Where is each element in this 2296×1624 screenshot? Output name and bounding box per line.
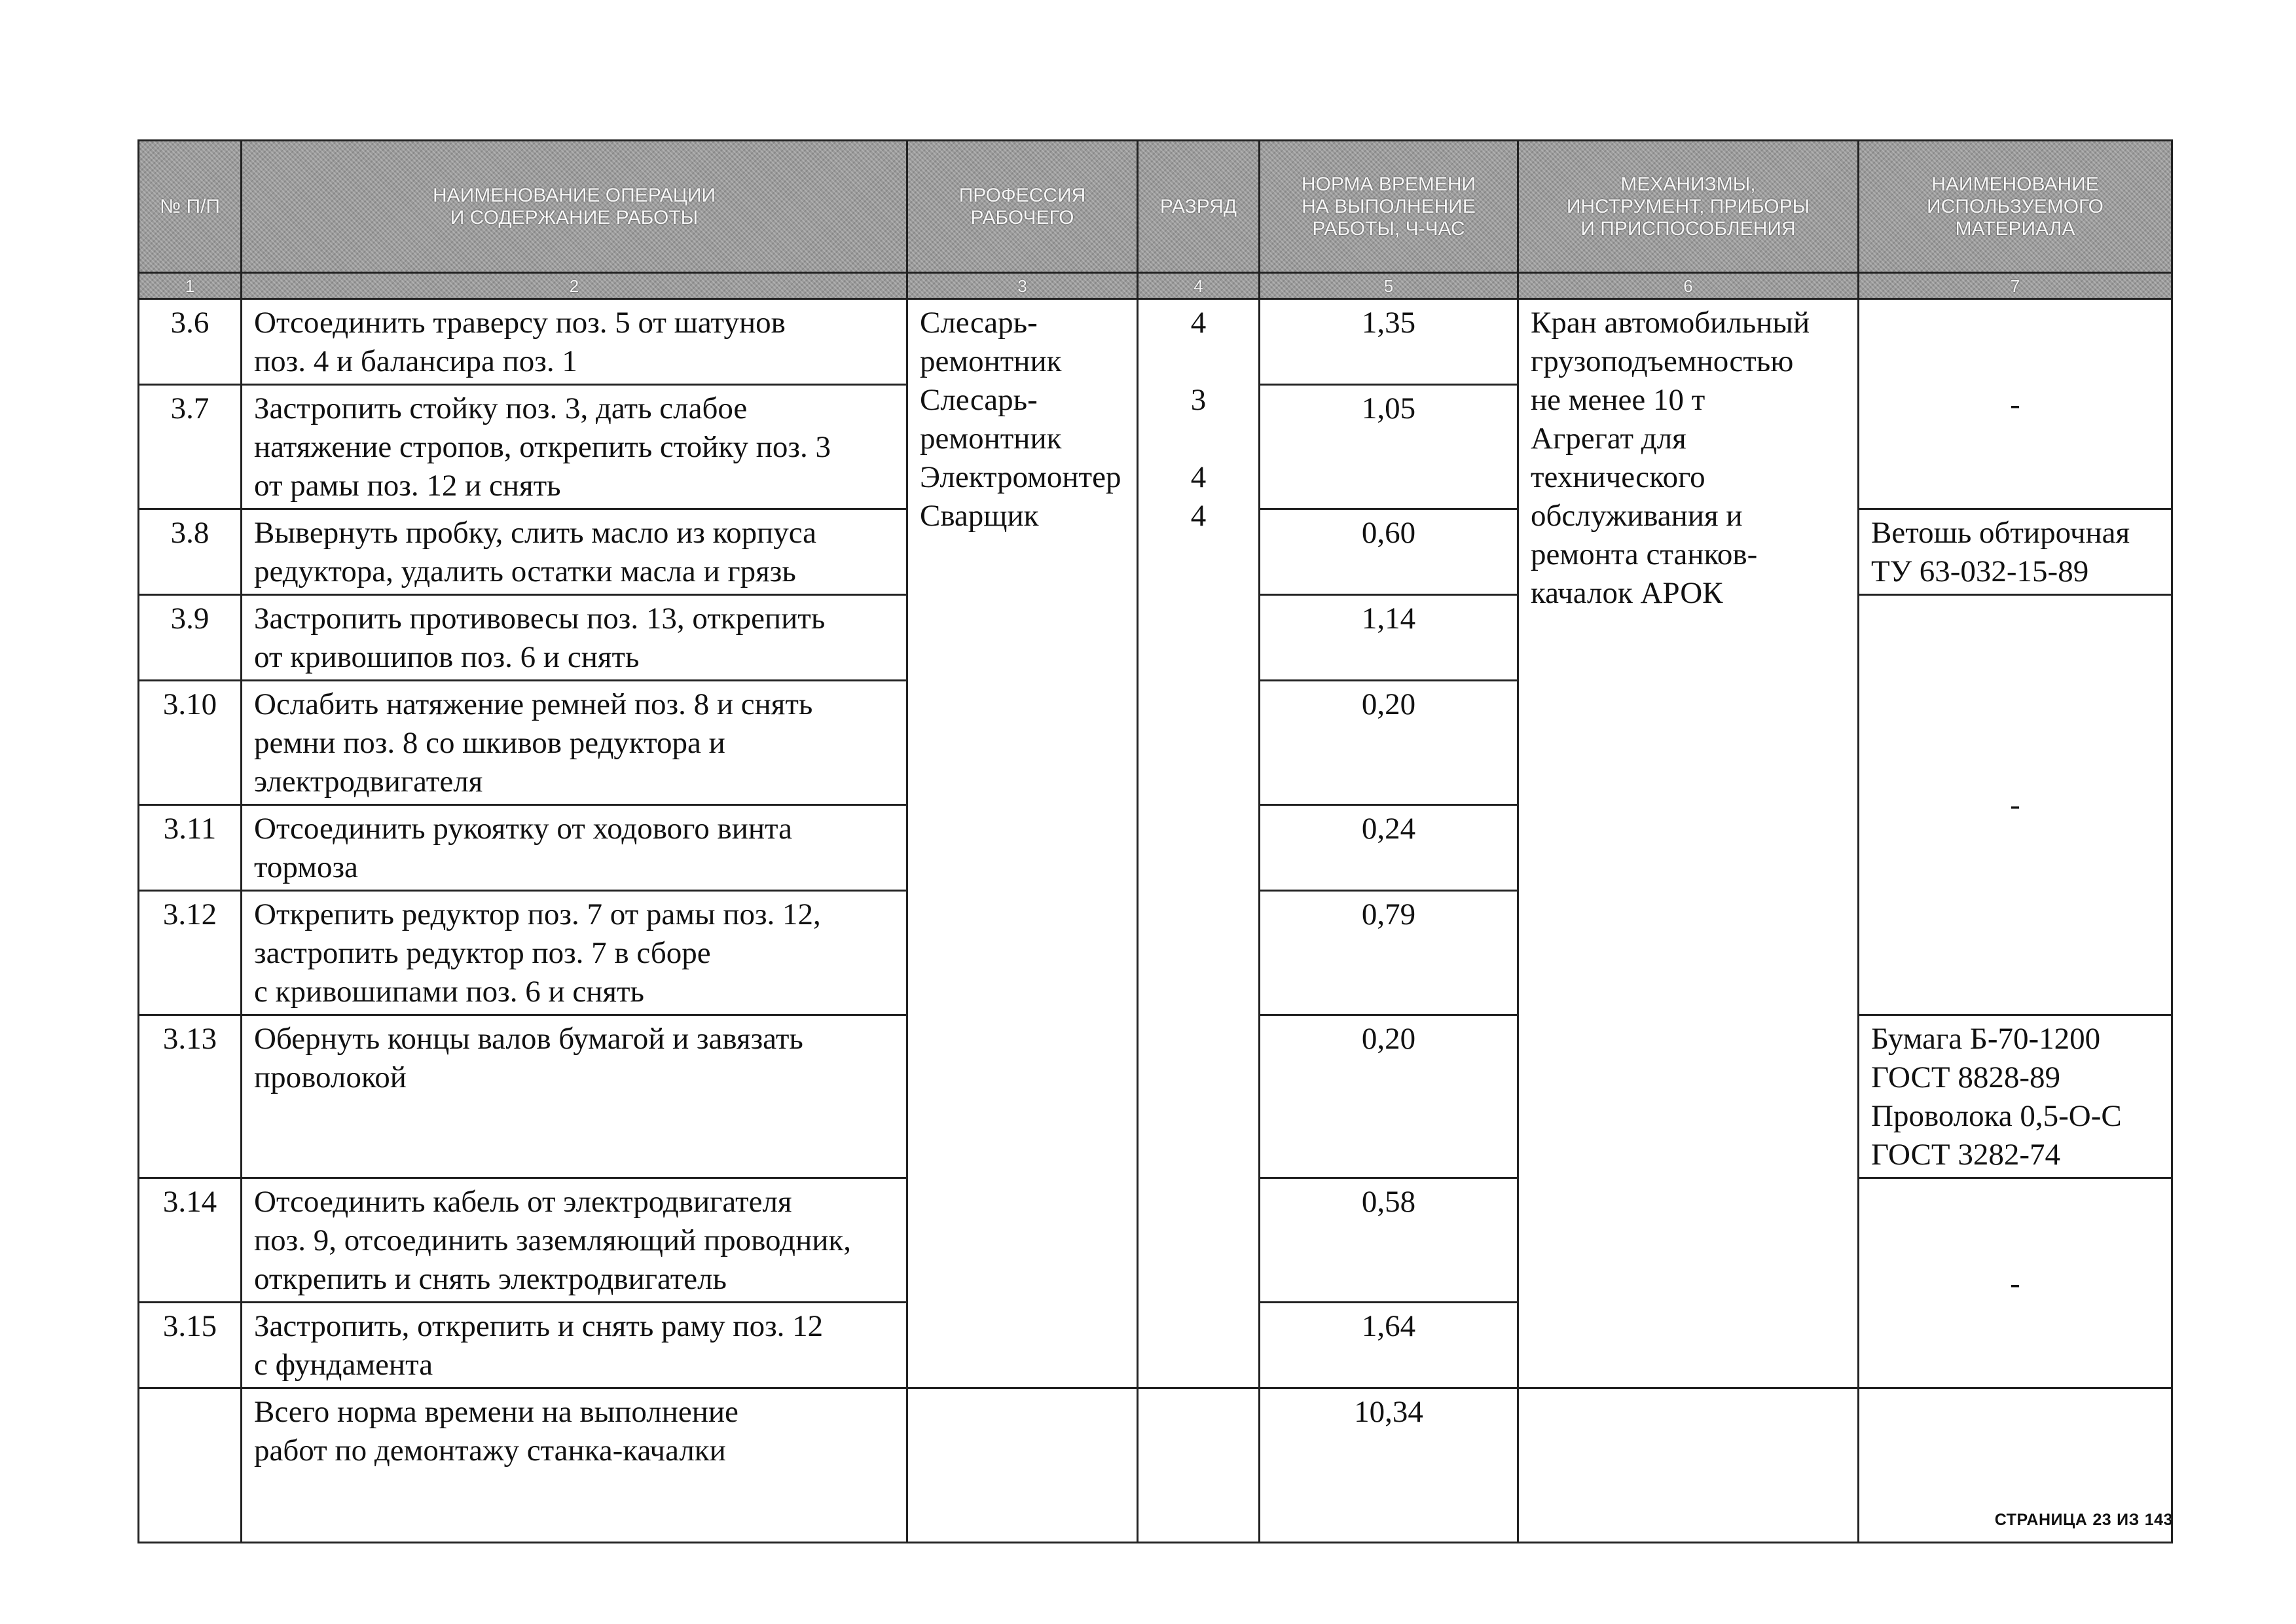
time-norm: 0,79: [1260, 891, 1518, 1015]
total-label: Всего норма времени на выполнение работ по демонтажу станка-качалки: [242, 1388, 907, 1543]
total-empty: [1138, 1388, 1260, 1543]
row-number: 3.9: [139, 595, 242, 681]
profession-line: Электромонтер: [920, 460, 1121, 494]
column-number: 4: [1138, 273, 1260, 299]
operation-text: Застропить стойку поз. 3, дать слабое натяжение стропов, открепить стойку поз. 3 от рамы поз. 12 и снять: [242, 385, 907, 509]
row-number: 3.6: [139, 299, 242, 385]
column-number: 1: [139, 273, 242, 299]
profession-line: ремонтник: [920, 422, 1062, 456]
header-mechanisms: МЕХАНИЗМЫ, ИНСТРУМЕНТ, ПРИБОРЫ И ПРИСПОСОБЛЕНИЯ: [1518, 141, 1859, 273]
row-number: 3.13: [139, 1015, 242, 1178]
mechanisms-cell: Кран автомобильный грузоподъемностью не менее 10 т Агрегат для технического обслуживания и ремонта станков- качалок АРОК: [1518, 299, 1859, 1388]
operation-text: Отсоединить рукоятку от ходового винта тормоза: [242, 805, 907, 891]
time-norm: 1,64: [1260, 1303, 1518, 1388]
operation-text: Отсоединить кабель от электродвигателя поз. 9, отсоединить заземляющий проводник, открепить и снять электродвигатель: [242, 1178, 907, 1303]
table-row: [139, 299, 2172, 385]
column-number: 3: [907, 273, 1138, 299]
profession-line: Сварщик: [920, 499, 1039, 533]
grade-value: 4: [1190, 306, 1207, 340]
time-norm: 0,58: [1260, 1178, 1518, 1303]
material-dash: -: [1859, 595, 2172, 1015]
header-number: № П/П: [139, 141, 242, 273]
profession-line: Слесарь-: [920, 306, 1038, 340]
time-norm: 1,05: [1260, 385, 1518, 509]
time-norm: 0,60: [1260, 509, 1518, 595]
total-empty: [1518, 1388, 1859, 1543]
operation-text: Застропить противовесы поз. 13, открепить от кривошипов поз. 6 и снять: [242, 595, 907, 681]
operation-text: Отсоединить траверсу поз. 5 от шатунов поз. 4 и балансира поз. 1: [242, 299, 907, 385]
row-number: 3.11: [139, 805, 242, 891]
material-dash: -: [1859, 299, 2172, 509]
operation-text: Застропить, открепить и снять раму поз. 12 с фундамента: [242, 1303, 907, 1388]
operation-text: Обернуть концы валов бумагой и завязать проволокой: [242, 1015, 907, 1178]
operation-text: Вывернуть пробку, слить масло из корпуса редуктора, удалить остатки масла и грязь: [242, 509, 907, 595]
column-number-row: [139, 273, 2172, 299]
total-row: [139, 1388, 2172, 1543]
total-value: 10,34: [1260, 1388, 1518, 1543]
operation-text: Открепить редуктор поз. 7 от рамы поз. 12, застропить редуктор поз. 7 в сборе с кривошипами поз. 6 и снять: [242, 891, 907, 1015]
time-norm: 1,14: [1260, 595, 1518, 681]
row-number: 3.8: [139, 509, 242, 595]
column-number: 5: [1260, 273, 1518, 299]
row-number: 3.10: [139, 681, 242, 805]
header-operation: НАИМЕНОВАНИЕ ОПЕРАЦИИ И СОДЕРЖАНИЕ РАБОТЫ: [242, 141, 907, 273]
grade-cell: [1138, 299, 1260, 1388]
header-time-norm: НОРМА ВРЕМЕНИ НА ВЫПОЛНЕНИЕ РАБОТЫ, Ч-ЧАС: [1260, 141, 1518, 273]
header-row: [139, 141, 2172, 273]
operation-text: Ослабить натяжение ремней поз. 8 и снять ремни поз. 8 со шкивов редуктора и электродвигателя: [242, 681, 907, 805]
header-material: НАИМЕНОВАНИЕ ИСПОЛЬЗУЕМОГО МАТЕРИАЛА: [1859, 141, 2172, 273]
time-norm: 1,35: [1260, 299, 1518, 385]
header-profession: ПРОФЕССИЯ РАБОЧЕГО: [907, 141, 1138, 273]
material-cell: Бумага Б-70-1200 ГОСТ 8828-89 Проволока 0,5-О-С ГОСТ 3282-74: [1859, 1015, 2172, 1178]
column-number: 6: [1518, 273, 1859, 299]
row-number: 3.14: [139, 1178, 242, 1303]
time-norm: 0,20: [1260, 1015, 1518, 1178]
grade-value: 4: [1190, 460, 1207, 494]
time-norm: 0,24: [1260, 805, 1518, 891]
column-number: 2: [242, 273, 907, 299]
page-counter: СТРАНИЦА 23 ИЗ 143: [1994, 1511, 2173, 1529]
operations-table: [137, 139, 2173, 1543]
grade-value: 3: [1190, 383, 1207, 417]
material-dash: -: [1859, 1178, 2172, 1388]
profession-cell: [907, 299, 1138, 1388]
profession-line: Слесарь-: [920, 383, 1038, 417]
material-cell: Ветошь обтирочная ТУ 63-032-15-89: [1859, 509, 2172, 595]
total-empty: [139, 1388, 242, 1543]
total-empty: [907, 1388, 1138, 1543]
row-number: 3.15: [139, 1303, 242, 1388]
row-number: 3.7: [139, 385, 242, 509]
profession-line: ремонтник: [920, 344, 1062, 378]
grade-value: 4: [1190, 499, 1207, 533]
column-number: 7: [1859, 273, 2172, 299]
row-number: 3.12: [139, 891, 242, 1015]
time-norm: 0,20: [1260, 681, 1518, 805]
header-grade: РАЗРЯД: [1138, 141, 1260, 273]
